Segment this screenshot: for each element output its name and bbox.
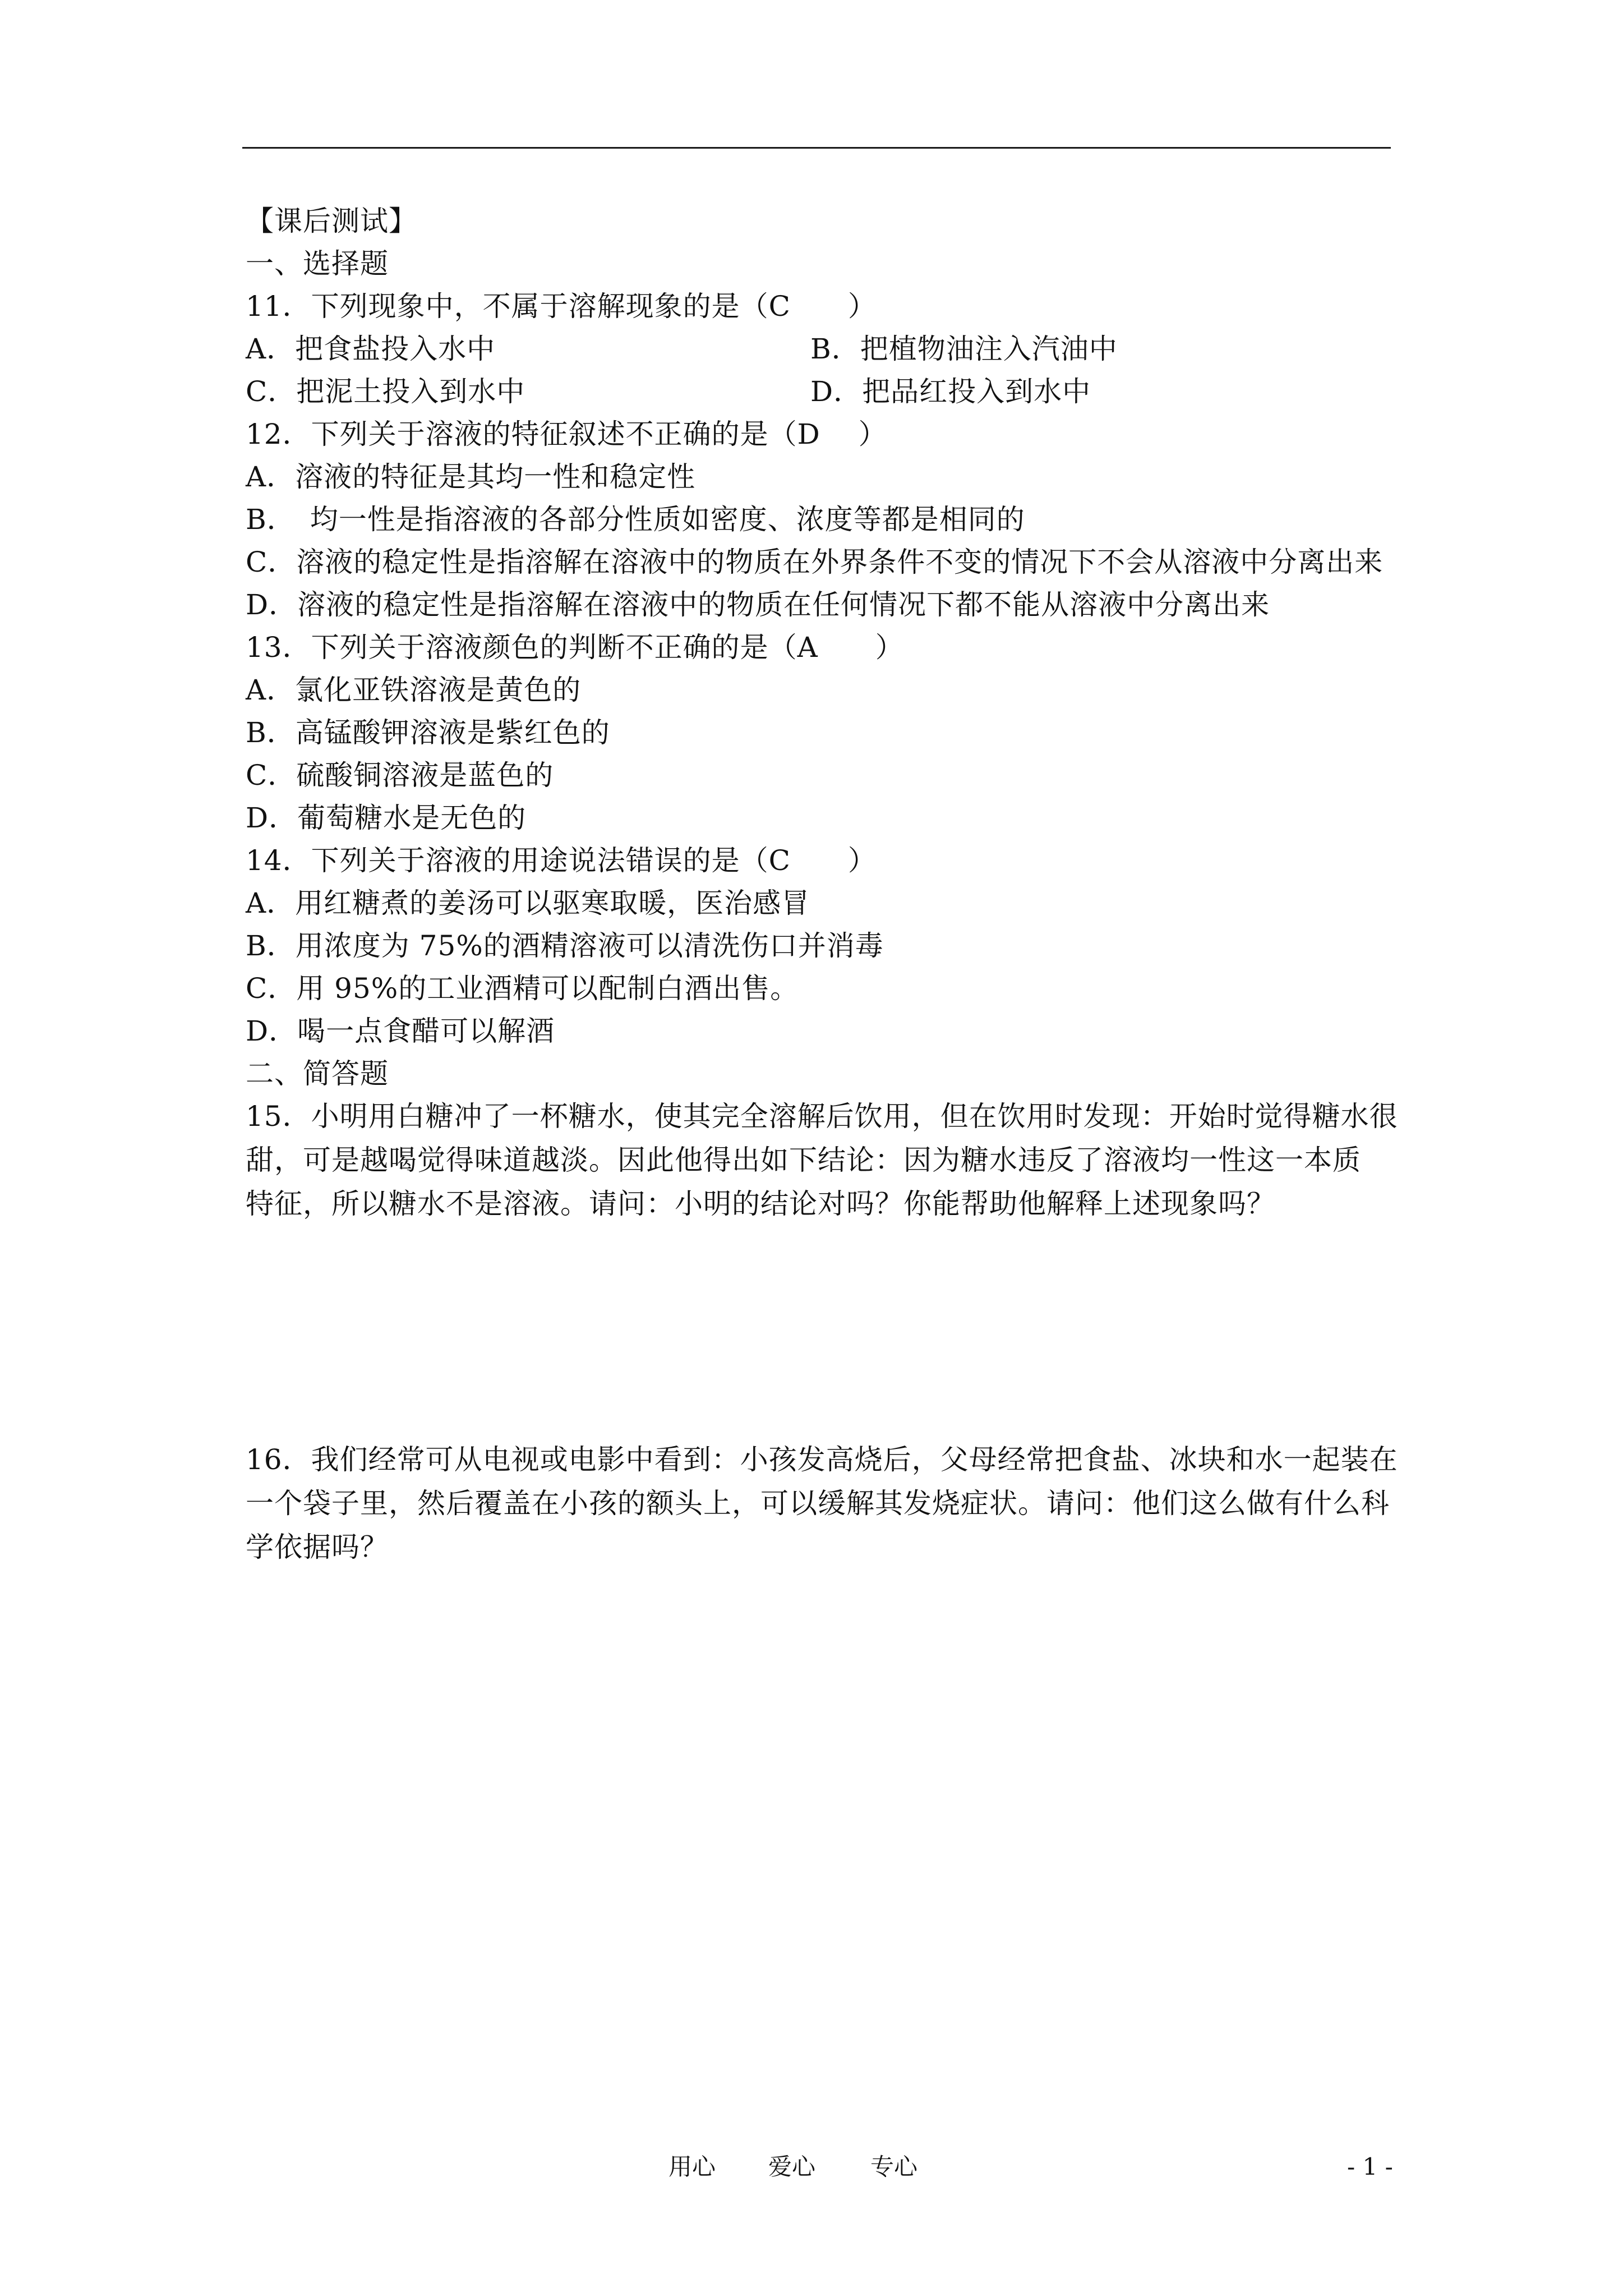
q14-stem: 14．下列关于溶液的用途说法错误的是（C ） xyxy=(246,844,877,877)
q12-stem: 12．下列关于溶液的特征叙述不正确的是（D ） xyxy=(246,418,887,450)
footer-word-1: 用心 xyxy=(668,2153,716,2180)
part1-title: 一、选择题 xyxy=(246,247,389,280)
q12-option-d: D．溶液的稳定性是指溶解在溶液中的物质在任何情况下都不能从溶液中分离出来 xyxy=(246,588,1270,621)
part2-title: 二、简答题 xyxy=(246,1057,389,1090)
q12-option-b: B． 均一性是指溶液的各部分性质如密度、浓度等都是相同的 xyxy=(246,503,1025,536)
footer-word-3: 专心 xyxy=(870,2153,918,2180)
q11-option-b: B．把植物油注入汽油中 xyxy=(810,333,1118,365)
q13-option-b: B．高锰酸钾溶液是紫红色的 xyxy=(246,716,610,749)
footer-word-2: 爱心 xyxy=(768,2153,816,2180)
q13-option-a: A．氯化亚铁溶液是黄色的 xyxy=(246,674,582,706)
q14-option-a: A．用红糖煮的姜汤可以驱寒取暖，医治感冒 xyxy=(246,887,810,919)
q16-line-1: 16．我们经常可从电视或电影中看到：小孩发高烧后，父母经常把食盐、冰块和水一起装在 xyxy=(246,1443,1398,1476)
q13-stem: 13．下列关于溶液颜色的判断不正确的是（A ） xyxy=(246,631,904,664)
q11-option-a: A．把食盐投入水中 xyxy=(246,333,496,365)
q11-option-c: C．把泥土投入到水中 xyxy=(246,375,525,408)
q14-option-d: D．喝一点食醋可以解酒 xyxy=(246,1015,555,1047)
q11-option-d: D．把品红投入到水中 xyxy=(810,375,1091,408)
q15-line-1: 15．小明用白糖冲了一杯糖水，使其完全溶解后饮用，但在饮用时发现：开始时觉得糖水很 xyxy=(246,1100,1398,1133)
q11-stem: 11．下列现象中，不属于溶解现象的是（C ） xyxy=(246,290,877,323)
q16-line-3: 学依据吗？ xyxy=(246,1531,389,1563)
q14-option-c: C．用 95%的工业酒精可以配制白酒出售。 xyxy=(246,972,799,1005)
q14-option-b: B．用浓度为 75%的酒精溶液可以清洗伤口并消毒 xyxy=(246,930,884,962)
q15-line-2: 甜，可是越喝觉得味道越淡。因此他得出如下结论：因为糖水违反了溶液均一性这一本质 xyxy=(246,1144,1361,1176)
header-rule xyxy=(242,147,1391,149)
q15-line-3: 特征，所以糖水不是溶液。请问：小明的结论对吗？你能帮助他解释上述现象吗？ xyxy=(246,1188,1275,1220)
section-title: 【课后测试】 xyxy=(246,205,417,237)
q12-option-c: C．溶液的稳定性是指溶解在溶液中的物质在外界条件不变的情况下不会从溶液中分离出来 xyxy=(246,546,1384,578)
q13-option-d: D．葡萄糖水是无色的 xyxy=(246,802,527,834)
q13-option-c: C．硫酸铜溶液是蓝色的 xyxy=(246,759,554,792)
page-number: - 1 - xyxy=(1347,2153,1393,2180)
q16-line-2: 一个袋子里，然后覆盖在小孩的额头上，可以缓解其发烧症状。请问：他们这么做有什么科 xyxy=(246,1487,1390,1520)
q12-option-a: A．溶液的特征是其均一性和稳定性 xyxy=(246,461,696,493)
